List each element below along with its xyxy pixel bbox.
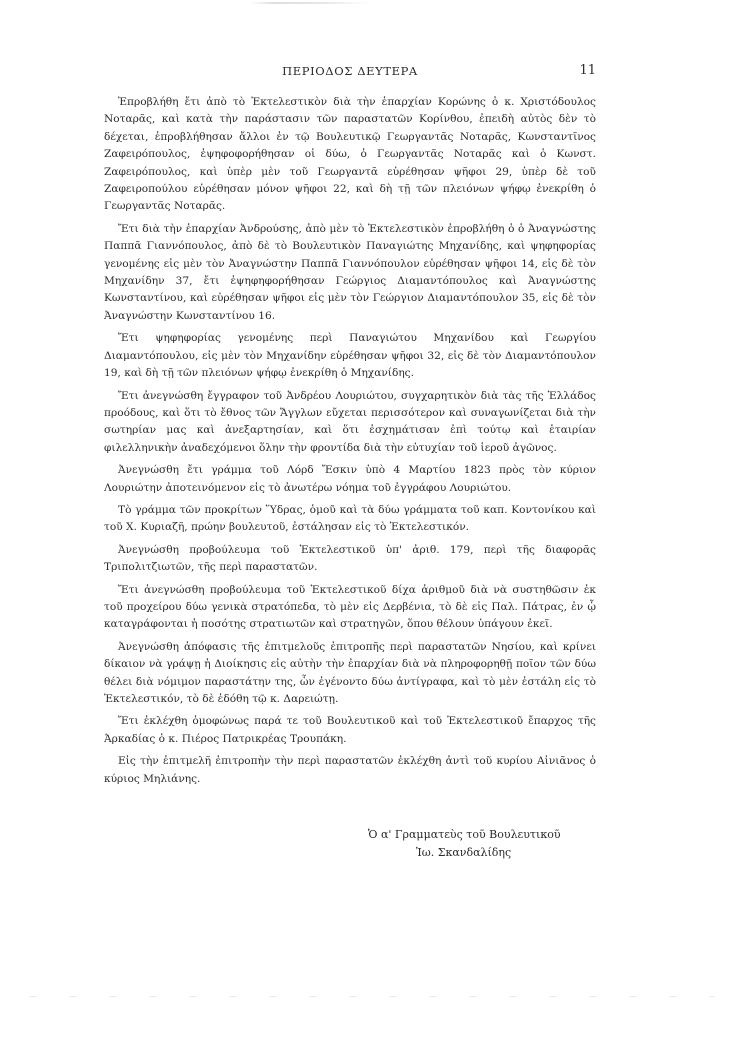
document-body	[104, 94, 596, 793]
paragraph-androusa-election: Ἔτι διὰ τὴν ἐπαρχίαν Ἀνδρούσης, ἀπὸ μὲν τὸ Ἐκτελεστικὸν ἐπροβλήθη ὁ ὁ Ἀναγνώστης Παππᾶ Γιαννόπουλος, ἀπὸ δὲ τὸ Βουλευτικὸν Παναγιώτης Μηχανίδης, καὶ ψηφηφορίας γενομένης εἰς μὲν τὸν Ἀναγνώστην Παππᾶ Γιαννόπουλον εὑρέθησαν ψῆφοι 14, εἰς δὲ τὸν Μηχανίδην 37, ἔτι ἐψηφηφορήθησαν Γεώργιος Διαμαντόπουλος καὶ Ἀναγνώστης Κωνσταντίνου, καὶ εὑρέθησαν ψῆφοι εἰς μὲν τὸν Γεώργιον Διαμαντόπουλον 35, εἰς δὲ τὸν Ἀναγνώστην Κωνσταντίνου 16.	[104, 222, 596, 322]
paragraph-lord-erskine-letter: Ἀνεγνώσθη ἔτι γράμμα τοῦ Λόρδ Ἔσκιν ὑπὸ 4 Μαρτίου 1823 πρὸς τὸν κύριον Λουριώτην ἀποτεινόμενον εἰς τὸ ἀνωτέρω νόημα τοῦ ἐγγράφου Λουριώτου.	[104, 464, 596, 494]
paragraph-committee-decision: Ἀνεγνώσθη ἀπόφασις τῆς ἐπιτμελοῦς ἐπιτροπῆς περὶ παραστατῶν Νησίου, καὶ κρίνει δίκαιον νὰ γράψῃ ἡ Διοίκησις εἰς αὐτὴν τὴν ἐπαρχίαν διὰ νὰ πληροφορηθῇ ποῖον τῶν δύω θέλει διὰ νόμιμον παραστάτην της, ὧν ἐγένοντο δύω ἀντίγραφα, καὶ τὸ μὲν ἐστάλη εἰς τὸ Ἐκτελεστικόν, τὸ δὲ ἐδόθη τῷ κ. Δαρειώτῃ.	[104, 640, 596, 705]
paragraph-committee-replacement: Εἰς τὴν ἐπιτμελῆ ἐπιτροπὴν τὴν περὶ παραστατῶν ἐκλέχθη ἀντὶ τοῦ κυρίου Αἰνιᾶνος ὁ κύριος Μηλιάνης.	[104, 755, 596, 785]
signature-block	[368, 826, 608, 862]
paragraph-koroni-election: Ἐπροβλήθη ἔτι ἀπὸ τὸ Ἐκτελεστικὸν διὰ τὴν ἐπαρχίαν Κορώνης ὁ κ. Χριστόδουλος Νοταρᾶς, καὶ κατὰ τὴν παράστασιν τῶν παραστατῶν Κορίνθου, ἐπειδὴ αὐτὸς δὲν τὸ δέχεται, ἐπροβλήθησαν ἄλλοι ἐν τῷ Βουλευτικῷ Γεωργαντᾶς Νοταρᾶς, Κωνσταντῖνος Ζαφειρόπουλος, ἐψηφοφορήθησαν οἱ δύω, ὁ Γεωργαντᾶς Νοταρᾶς καὶ ὁ Κωνστ. Ζαφειρόπουλος, καὶ ὑπὲρ μὲν τοῦ Γεωργαντᾶ εὑρέθησαν ψῆφοι 29, ὑπὲρ δὲ τοῦ Ζαφειροπούλου εὑρέθησαν μόνον ψῆφοι 22, καὶ δὴ τῇ τῶν πλειόνων ψήφῳ ἐνεκρίθη ὁ Γεωργαντᾶς Νοταρᾶς.	[104, 96, 596, 213]
paragraph-proposal-179: Ἀνεγνώσθη προβούλευμα τοῦ Ἐκτελεστικοῦ ὑπ' ἀριθ. 179, περὶ τῆς διαφορᾶς Τριπολιτζιωτῶν, τῆς περὶ παραστατῶν.	[104, 543, 596, 574]
paragraph-military-camps: Ἔτι ἀνεγνώσθη προβούλευμα τοῦ Ἐκτελεστικοῦ δίχα ἀριθμοῦ διὰ νὰ συστηθῶσιν ἐκ τοῦ προχείρου δύω γενικὰ στρατόπεδα, τὸ μὲν εἰς Δερβένια, τὸ δὲ εἰς Παλ. Πάτρας, ἐν ᾧ καταγράφονται ἡ ποσότης στρατιωτῶν καὶ στρατηγῶν, ὅπου θέλουν ὑπάγουν ἐκεῖ.	[104, 583, 596, 631]
paragraph-louriotis-document: Ἔτι ἀνεγνώσθη ἔγγραφον τοῦ Ἀνδρέου Λουριώτου, συγχαρητικὸν διὰ τὰς τῆς Ἑλλάδος προόδους, καὶ ὅτι τὸ ἔθνος τῶν Ἄγγλων εὔχεται περισσότερον καὶ συναγωνίζεται διὰ τὴν σωτηρίαν μας καὶ ἀνεξαρτησίαν, καὶ ὅτι ἐσχημάτισαν ἐπὶ τούτῳ καὶ ἑταιρίαν φιλελληνικὴν ἀναδεχόμενοι ὅλην τὴν φροντίδα διὰ τὴν εὐτυχίαν τοῦ ἱεροῦ ἀγῶνος.	[104, 389, 596, 454]
scan-artifact-bottom	[30, 996, 714, 997]
paragraph-arkadia-prefect: Ἔτι ἐκλέχθη ὁμοφώνως παρά τε τοῦ Βουλευτικοῦ καὶ τοῦ Ἐκτελεστικοῦ ἔπαρχος τῆς Ἀρκαδίας ὁ κ. Πιέρος Πατρικρέας Τρουπάκη.	[104, 715, 596, 745]
page-header	[104, 64, 596, 84]
signature-name: Ἰω. Σκανδαλίδης	[416, 846, 512, 859]
running-title: ΠΕΡΙΟΔΟΣ ΔΕΥΤΕΡΑ	[282, 64, 418, 78]
page-number: 11	[579, 63, 596, 78]
signature-title: Ὁ α' Γραμματεὺς τοῦ Βουλευτικοῦ	[368, 828, 561, 841]
scan-artifact-top	[250, 2, 370, 4]
paragraph-runoff-vote: Ἔτι ψηφηφορίας γενομένης περὶ Παναγιώτου Μηχανίδου καὶ Γεωργίου Διαμαντόπουλου, εἰς μὲν τὸν Μηχανίδην εὑρέθησαν ψῆφοι 32, εἰς δὲ τὸν Διαμαντόπουλον 19, καὶ δὴ τῇ τῶν πλειόνων ψήφῳ ἐνεκρίθη ὁ Μηχανίδης.	[104, 332, 596, 380]
paragraph-hydra-letters: Τὸ γράμμα τῶν προκρίτων Ὕδρας, ὁμοῦ καὶ τὰ δύω γράμματα τοῦ καπ. Κοντονίκου καὶ τοῦ Χ. Κυριαζῆ, πρώην βουλευτοῦ, ἐστάλησαν εἰς τὸ Ἐκτελεστικόν.	[104, 503, 596, 534]
